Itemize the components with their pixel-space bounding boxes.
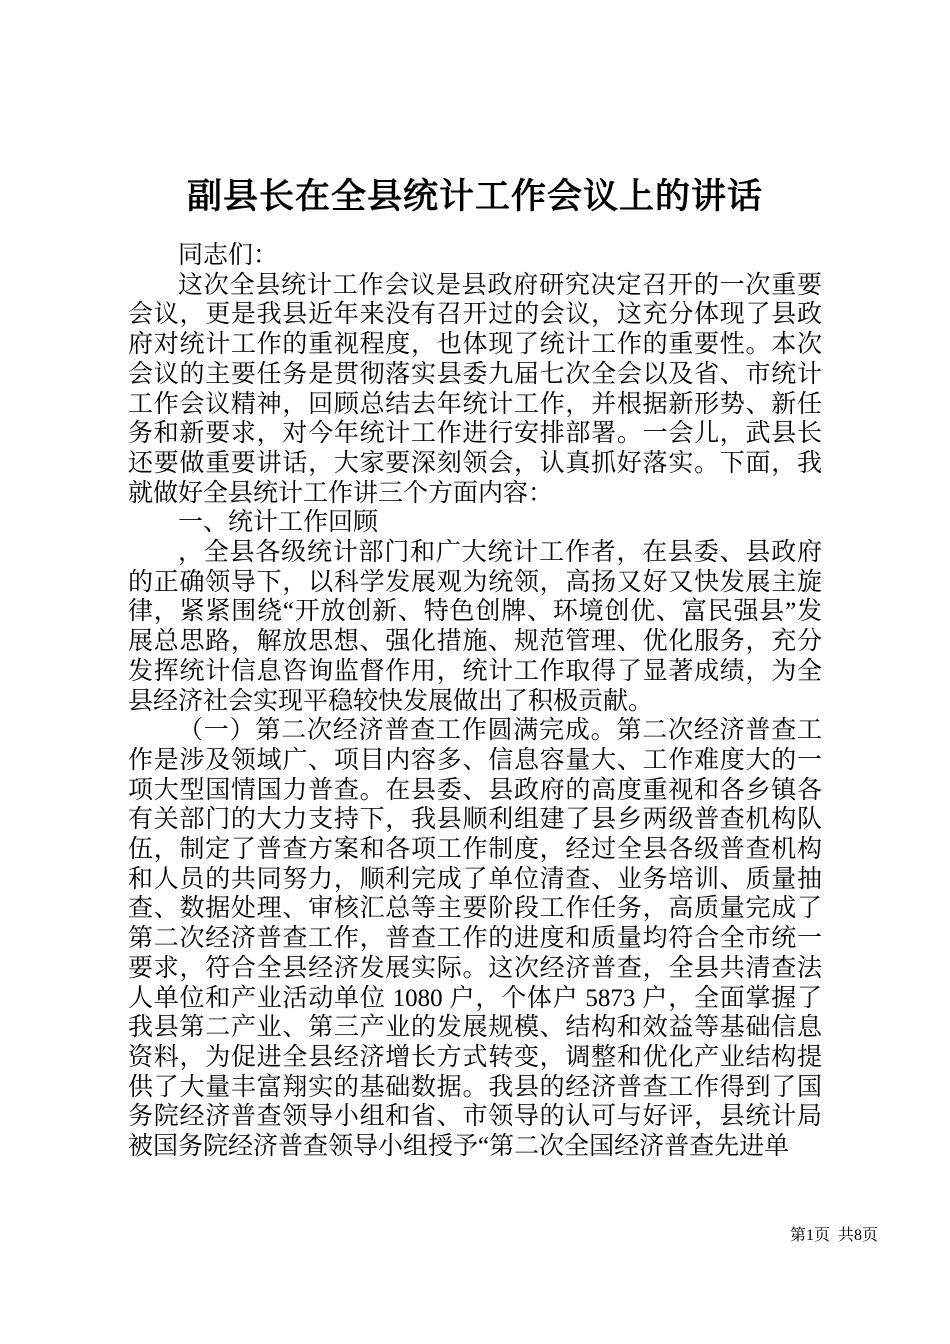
paragraph-intro: 这次全县统计工作会议是县政府研究决定召开的一次重要会议，更是我县近年来没有召开过的会议，这充分体现了县政府对统计工作的重视程度，也体现了统计工作的重要性。本次会议的主要任务是贯彻落实县委九届七次全会以及省、市统计工作会议精神，回顾总结去年统计工作，并根据新形势、新任务和新要求，对今年统计工作进行安排部署。一会儿，武县长还要做重要讲话，大家要深刻领会，认真抓好落实。下面，我就做好全县统计工作讲三个方面内容： (128, 271, 822, 507)
document-body (128, 241, 822, 1162)
document-title: 副县长在全县统计工作会议上的讲话 (186, 177, 763, 216)
paragraph-review-overview: ，全县各级统计部门和广大统计工作者，在县委、县政府的正确领导下，以科学发展观为统领，高扬又好又快发展主旋律，紧紧围绕“开放创新、特色创牌、环境创优、富民强县”发展总思路，解放思想、强化措施、规范管理、优化服务，充分发挥统计信息咨询监督作用，统计工作取得了显著成绩，为全县经济社会实现平稳较快发展做出了积极贡献。 (128, 539, 822, 715)
page-number-footer: 第1页 共8页 (789, 1227, 878, 1244)
section-heading-review: 一、统计工作回顾 (178, 509, 379, 537)
paragraph-economic-census: （一）第二次经济普查工作圆满完成。第二次经济普查工作是涉及领域广、项目内容多、信息容量大、工作难度大的一项大型国情国力普查。在县委、县政府的高度重视和各乡镇各有关部门的大力支持下，我县顺利组建了县乡两级普查机构队伍，制定了普查方案和各项工作制度，经过全县各级普查机构和人员的共同努力，顺利完成了单位清查、业务培训、质量抽查、数据处理、审核汇总等主要阶段工作任务，高质量完成了第二次经济普查工作，普查工作的进度和质量均符合全市统一要求，符合全县经济发展实际。这次经济普查，全县共清查法人单位和产业活动单位 1080 户，个体户 5873 户，全面掌握了我县第二产业、第三产业的发展规模、结构和效益等基础信息资料，为促进全县经济增长方式转变，调整和优化产业结构提供了大量丰富翔实的基础数据。我县的经济普查工作得到了国务院经济普查领导小组和省、市领导的认可与好评，县统计局被国务院经济普查领导小组授予“第二次全国经济普查先进单 (128, 717, 822, 1161)
paragraph-salutation: 同志们： (178, 242, 279, 269)
